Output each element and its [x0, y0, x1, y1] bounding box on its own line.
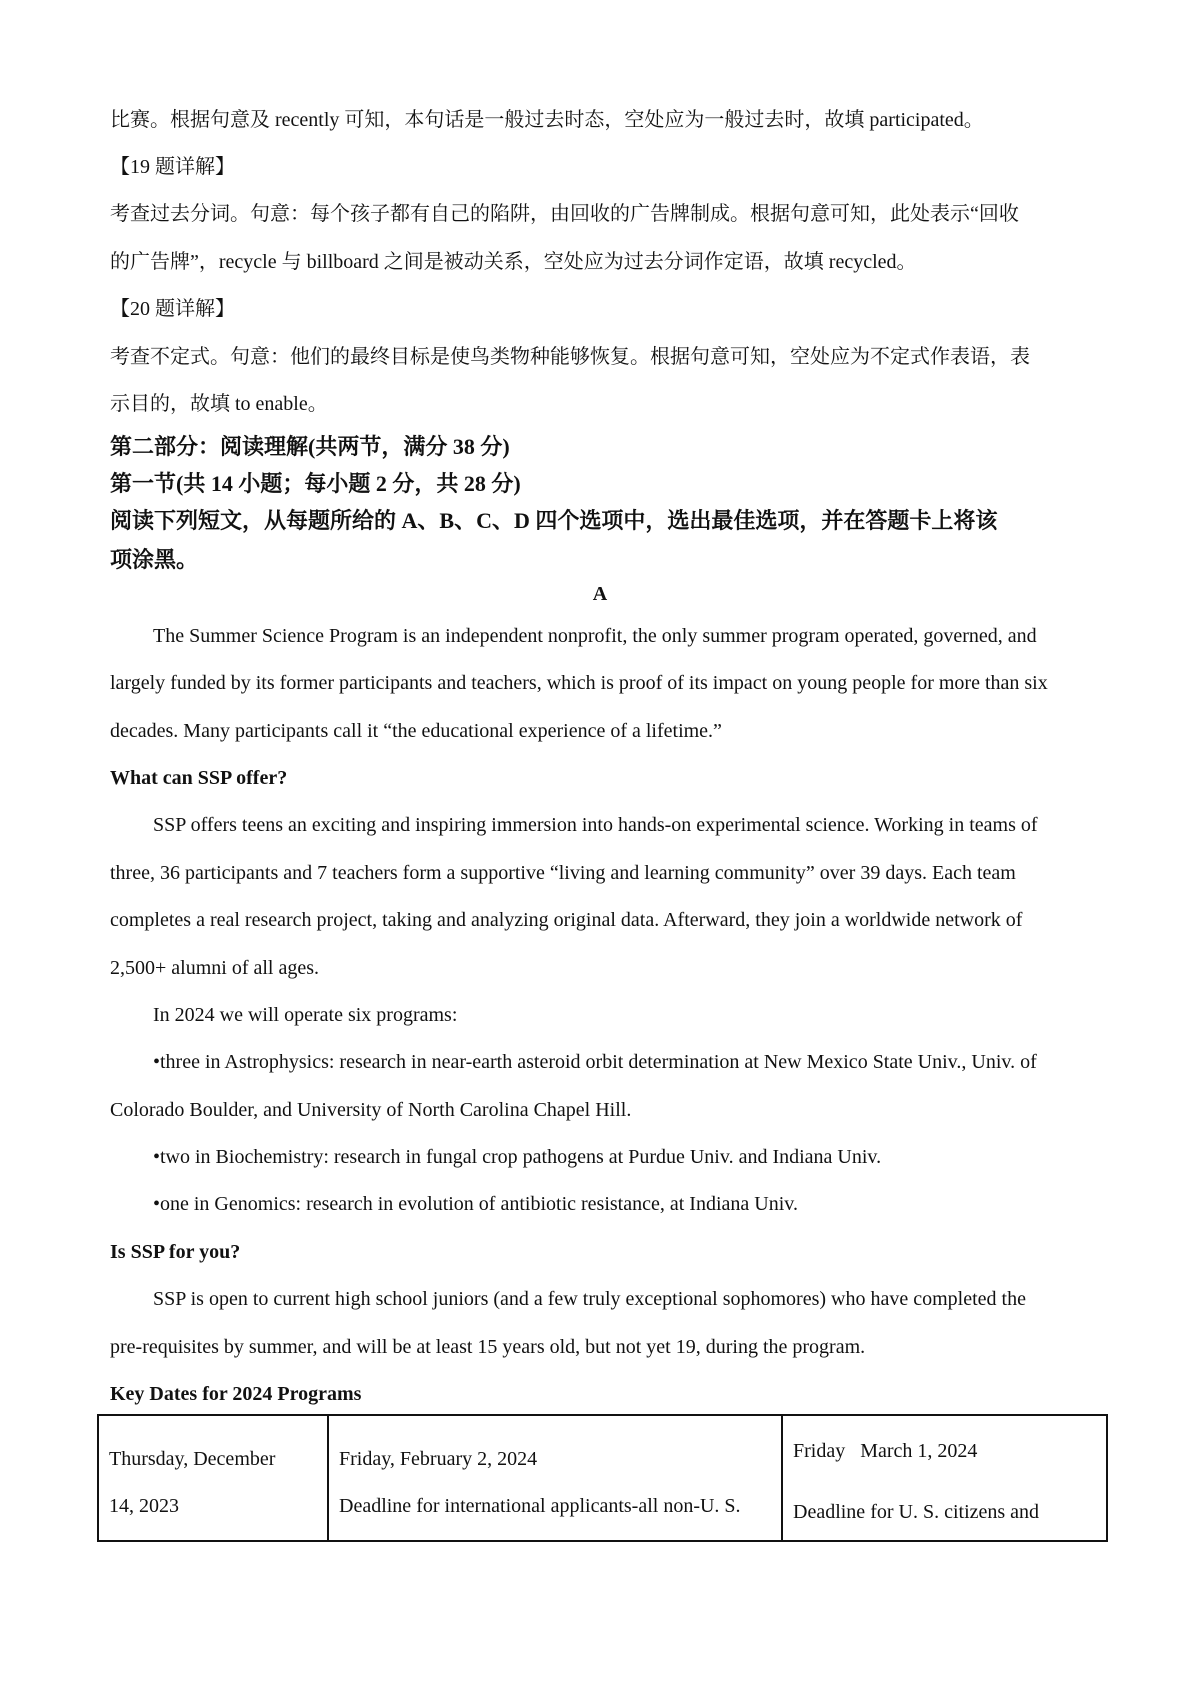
table-cell-date2 — [328, 1415, 782, 1541]
heading-what-can-ssp-offer: What can SSP offer? — [110, 767, 288, 789]
q20-explanation-line1: 考查不定式。句意：他们的最终目标是使鸟类物种能够恢复。根据句意可知，空处应为不定式作表语，表 — [110, 346, 1030, 368]
instructions-line2: 项涂黑。 — [110, 547, 199, 572]
bullet-astrophysics-line1: •three in Astrophysics: research in near-earth asteroid orbit determination at New Mexico State Univ., Univ. of — [153, 1051, 1037, 1073]
q19-explanation-line2: 的广告牌”，recycle 与 billboard 之间是被动关系，空处应为过去分词作定语，故填 recycled。 — [110, 251, 917, 273]
table-row — [98, 1415, 1107, 1541]
passage-p3: In 2024 we will operate six programs: — [153, 1004, 458, 1026]
cell-date2-line2: Deadline for international applicants-all non-U. S. — [339, 1495, 741, 1517]
instructions-line1: 阅读下列短文，从每题所给的 A、B、C、D 四个选项中，选出最佳选项，并在答题卡上将该 — [110, 508, 998, 533]
passage-p1-line2: largely funded by its former participants and teachers, which is proof of its impact on young people for more than six — [110, 672, 1048, 694]
q19-heading: 【19 题详解】 — [110, 156, 235, 178]
heading-key-dates: Key Dates for 2024 Programs — [110, 1383, 362, 1405]
heading-is-ssp-for-you: Is SSP for you? — [110, 1241, 241, 1263]
key-dates-table — [97, 1414, 1108, 1542]
cell-date2-line1: Friday, February 2, 2024 — [339, 1448, 538, 1470]
passage-p1-line1: The Summer Science Program is an independent nonprofit, the only summer program operated, governed, and — [153, 625, 1037, 647]
q19-explanation-line1: 考查过去分词。句意：每个孩子都有自己的陷阱，由回收的广告牌制成。根据句意可知，此处表示“回收 — [110, 203, 1019, 225]
passage-p2-line4: 2,500+ alumni of all ages. — [110, 957, 320, 979]
part2-heading: 第二部分：阅读理解(共两节，满分 38 分) — [110, 434, 510, 459]
passage-p4-line2: pre-requisites by summer, and will be at least 15 years old, but not yet 19, during the program. — [110, 1336, 866, 1358]
section1-heading: 第一节(共 14 小题；每小题 2 分，共 28 分) — [110, 471, 521, 496]
passage-p2-line2: three, 36 participants and 7 teachers form a supportive “living and learning community” over 39 days. Each team — [110, 862, 1016, 884]
passage-p2-line3: completes a real research project, taking and analyzing original data. Afterward, they join a worldwide network of — [110, 909, 1023, 931]
cell-date1-line1: Thursday, December — [109, 1448, 276, 1470]
cell-date3-line1: Friday March 1, 2024 — [793, 1440, 978, 1462]
passage-letter: A — [592, 583, 608, 605]
answer-18-tail: 比赛。根据句意及 recently 可知，本句话是一般过去时态，空处应为一般过去时，故填 participated。 — [110, 109, 984, 131]
table-cell-date3 — [782, 1415, 1107, 1541]
table-cell-date1 — [98, 1415, 328, 1541]
q20-heading: 【20 题详解】 — [110, 298, 235, 320]
passage-p4-line1: SSP is open to current high school juniors (and a few truly exceptional sophomores) who have completed the — [153, 1288, 1026, 1310]
bullet-astrophysics-line2: Colorado Boulder, and University of North Carolina Chapel Hill. — [110, 1099, 632, 1121]
bullet-genomics: •one in Genomics: research in evolution of antibiotic resistance, at Indiana Univ. — [153, 1193, 798, 1215]
bullet-biochemistry: •two in Biochemistry: research in fungal crop pathogens at Purdue Univ. and Indiana Univ. — [153, 1146, 882, 1168]
cell-date3-line2: Deadline for U. S. citizens and — [793, 1501, 1040, 1523]
cell-date1-line2: 14, 2023 — [109, 1495, 179, 1517]
passage-p2-line1: SSP offers teens an exciting and inspiring immersion into hands-on experimental science. Working in teams of — [153, 814, 1038, 836]
passage-p1-line3: decades. Many participants call it “the educational experience of a lifetime.” — [110, 720, 722, 742]
q20-explanation-line2: 示目的，故填 to enable。 — [110, 393, 328, 415]
